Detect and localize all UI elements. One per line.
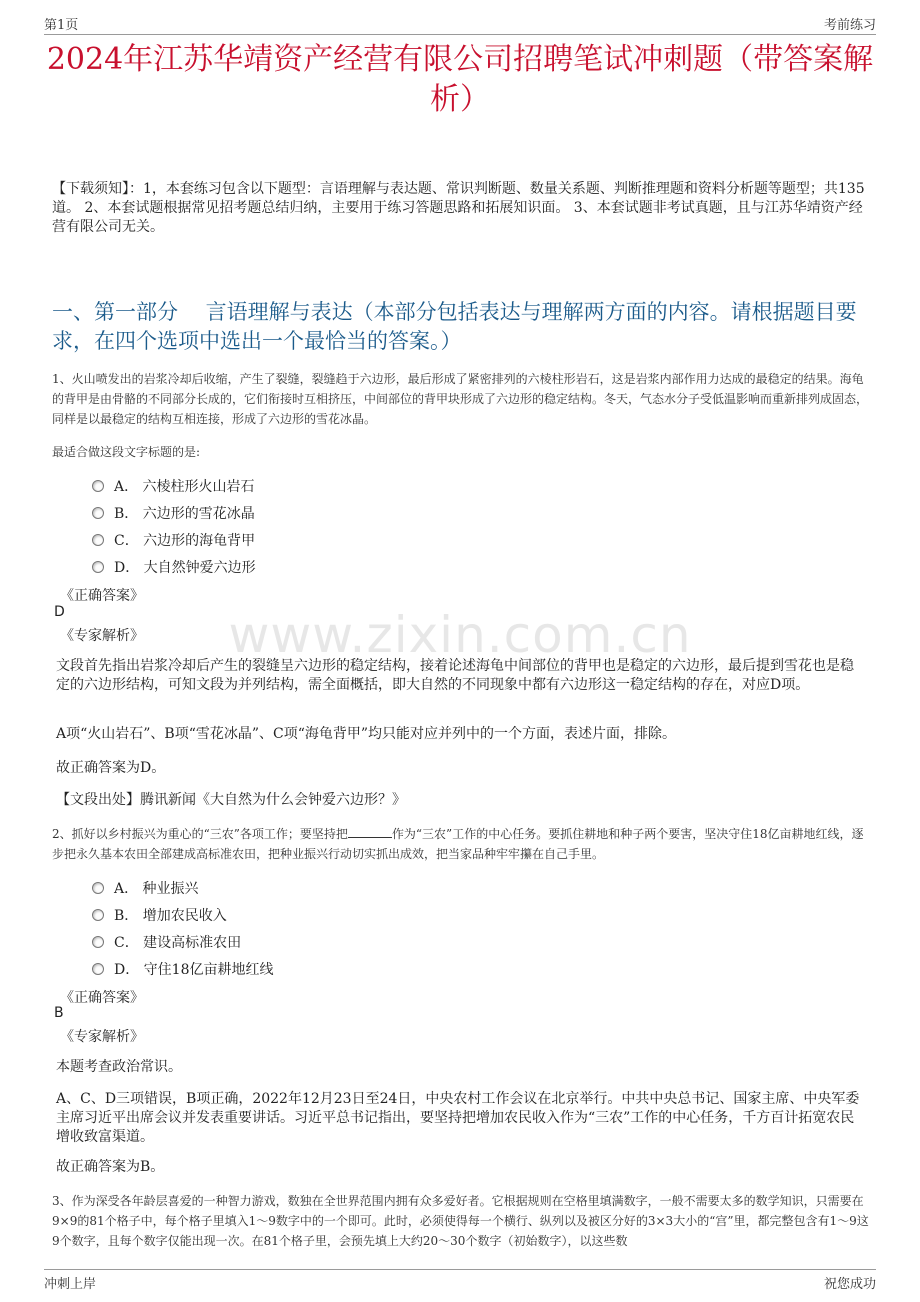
question-1-text: 1、火山喷发出的岩浆冷却后收缩，产生了裂缝，裂缝趋于六边形，最后形成了紧密排列的六棱柱形岩石，这是岩浆内部作用力达成的最稳定的结果。海龟的背甲是由骨骼的不同部分长成的，它们衔接时互相挤压，中间部位的背甲块形成了六边形的稳定结构。冬天，气态水分子受低温影响而重新排列成固态，同样是以最稳定的结构互相连接，形成了六边形的雪花冰晶。 bbox=[52, 372, 869, 426]
option-a[interactable] bbox=[92, 874, 274, 901]
option-label: D． 守住18亿亩耕地红线 bbox=[114, 961, 274, 978]
page-title: 2024年江苏华靖资产经营有限公司招聘笔试冲刺题（带答案解析） bbox=[46, 42, 874, 117]
option-label: D． 大自然钟爱六边形 bbox=[114, 559, 256, 576]
option-d[interactable] bbox=[92, 553, 256, 580]
analysis-paragraph: A项“火山岩石”、B项“雪花冰晶”、C项“海龟背甲”均只能对应并列中的一个方面，表述片面，排除。 bbox=[56, 726, 677, 742]
analysis-paragraph: 文段首先指出岩浆冷却后产生的裂缝呈六边形的稳定结构，接着论述海龟中间部位的背甲也是稳定的六边形，最后提到雪花也是稳定的六边形结构，可知文段为并列结构，需全面概括，即大自然的不同现象中都有六边形这一稳定结构的存在，对应D项。 bbox=[56, 658, 854, 693]
analysis-label: 《专家解析》 bbox=[60, 628, 144, 644]
option-label: C． 六边形的海龟背甲 bbox=[114, 532, 256, 549]
radio-icon[interactable] bbox=[92, 507, 104, 519]
question-1-prompt: 最适合做这段文字标题的是: bbox=[52, 445, 201, 459]
option-a[interactable] bbox=[92, 472, 256, 499]
option-d[interactable] bbox=[92, 955, 274, 982]
fill-blank bbox=[348, 837, 392, 838]
option-label: C． 建设高标准农田 bbox=[114, 934, 242, 951]
radio-icon[interactable] bbox=[92, 480, 104, 492]
analysis-paragraph: 本题考查政治常识。 bbox=[56, 1059, 182, 1075]
question-2-text-start: 2、抓好以乡村振兴为重心的“三农”各项工作；要坚持把 bbox=[52, 827, 348, 841]
radio-icon[interactable] bbox=[92, 909, 104, 921]
option-label: B． 增加农民收入 bbox=[114, 907, 227, 924]
option-b[interactable] bbox=[92, 901, 274, 928]
option-label: A． 种业振兴 bbox=[114, 880, 199, 897]
answer-value: B bbox=[54, 1005, 64, 1021]
answer-label: 《正确答案》 bbox=[60, 588, 144, 604]
section-title: 一、第一部分 言语理解与表达（本部分包括表达与理解两方面的内容。请根据题目要求，在四个选项中选出一个最恰当的答案。） bbox=[52, 300, 857, 353]
answer-value: D bbox=[54, 604, 65, 620]
page-number: 第1页 bbox=[44, 18, 79, 33]
download-notice: 【下载须知】：1，本套练习包含以下题型：言语理解与表达题、常识判断题、数量关系题、判断推理题和资料分析题等题型；共135道。 2、本套试题根据常见招考题总结归纳，主要用于练习答题思路和拓展知识面。 3、本套试题非考试真题，且与江苏华靖资产经营有限公司无关。 bbox=[52, 181, 865, 235]
radio-icon[interactable] bbox=[92, 963, 104, 975]
footer-left: 冲刺上岸 bbox=[44, 1277, 97, 1292]
radio-icon[interactable] bbox=[92, 882, 104, 894]
analysis-paragraph: A、C、D三项错误，B项正确，2022年12月23日至24日，中央农村工作会议在北京举行。中共中央总书记、国家主席、中央军委主席习近平出席会议并发表重要讲话。习近平总书记指出，要坚持把增加农民收入作为“三农”工作的中心任务，千方百计拓宽农民增收致富渠道。 bbox=[56, 1091, 860, 1145]
option-c[interactable] bbox=[92, 526, 256, 553]
watermark: www.zixin.com.cn bbox=[228, 606, 692, 664]
option-label: B． 六边形的雪花冰晶 bbox=[114, 505, 255, 522]
page-footer bbox=[44, 1269, 876, 1292]
question-2-text bbox=[52, 824, 870, 864]
page-header bbox=[44, 12, 876, 35]
footer-right: 祝您成功 bbox=[823, 1277, 876, 1292]
radio-icon[interactable] bbox=[92, 936, 104, 948]
analysis-paragraph: 故正确答案为B。 bbox=[56, 1159, 165, 1175]
question-2-options bbox=[92, 874, 274, 982]
header-label: 考前练习 bbox=[823, 18, 876, 33]
option-label: A． 六棱柱形火山岩石 bbox=[114, 478, 255, 495]
option-b[interactable] bbox=[92, 499, 256, 526]
answer-label: 《正确答案》 bbox=[60, 990, 144, 1006]
question-3-text: 3、作为深受各年龄层喜爱的一种智力游戏，数独在全世界范围内拥有众多爱好者。它根据规则在空格里填满数字，一般不需要太多的数学知识，只需要在9×9的81个格子中，每个格子里填入1～9数字中的一个即可。此时，必须使得每一个横行、纵列以及被区分好的3×3大小的“宫”里，都完整包含有1～9这9个数字，且每个数字仅能出现一次。在81个格子里，会预先填上大约20～30个数字（初始数字），以这些数 bbox=[52, 1194, 869, 1248]
analysis-paragraph: 故正确答案为D。 bbox=[56, 760, 166, 776]
option-c[interactable] bbox=[92, 928, 274, 955]
radio-icon[interactable] bbox=[92, 534, 104, 546]
radio-icon[interactable] bbox=[92, 561, 104, 573]
question-1-options bbox=[92, 472, 256, 580]
question-2-text-end: 作为“三农”工作的中心任务。要抓住耕地和种子两个要害，坚决守住18亿亩耕地红线，逐步把永久基本农田全部建成高标准农田，把种业振兴行动切实抓出成效，把当家品种牢牢攥在自己手里。 bbox=[52, 827, 864, 861]
analysis-label: 《专家解析》 bbox=[60, 1029, 144, 1045]
source-citation: 【文段出处】腾讯新闻《大自然为什么会钟爱六边形？》 bbox=[56, 792, 406, 808]
